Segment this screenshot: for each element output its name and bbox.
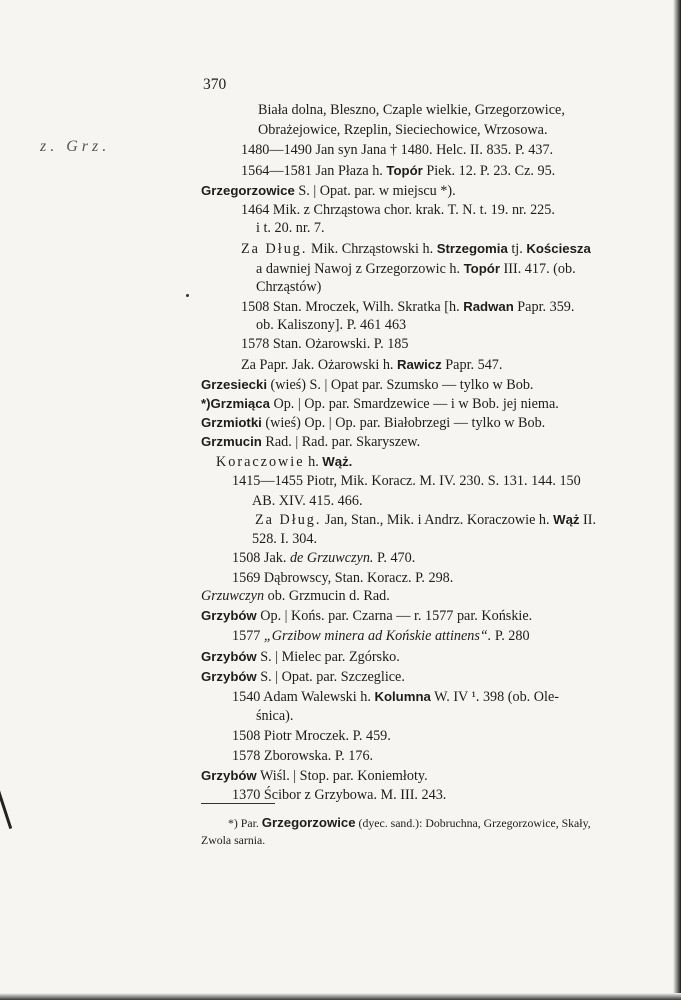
- spaced-term: Za Dług.: [241, 241, 308, 257]
- entry-line: [232, 687, 559, 707]
- scan-edge-right: [673, 0, 681, 1000]
- entry-line: [256, 259, 576, 279]
- spaced-term: Za Dług.: [255, 512, 322, 528]
- bold-term: Wąż.: [322, 454, 353, 469]
- bold-term: Rawicz: [397, 357, 442, 372]
- text-run: Op. | Op. par. Smardzewice — i w Bob. jej niema.: [269, 396, 559, 412]
- text-run: P. 280: [491, 628, 530, 644]
- bold-term: Radwan: [463, 299, 514, 314]
- entry-line: [241, 297, 574, 317]
- bold-term: Grzesiecki: [201, 377, 267, 392]
- entry-line: [241, 141, 553, 160]
- bold-term: Kolumna: [374, 689, 431, 704]
- entry-line: [232, 627, 530, 646]
- bold-term: Grzmiotki: [201, 415, 262, 430]
- text-run: Rad. | Rad. par. Skaryszew.: [261, 434, 421, 450]
- bold-term: Topór: [386, 163, 423, 178]
- bold-term: Grzybów: [201, 768, 257, 783]
- text-run: 1578 Zborowska. P. 176.: [232, 748, 374, 764]
- text-run: 528. I. 304.: [252, 531, 318, 547]
- text-run: 1508 Jak.: [232, 550, 290, 566]
- entry-line: [256, 219, 325, 238]
- entry-line: [232, 569, 453, 588]
- entry-line: [241, 335, 409, 354]
- entry-line: [241, 201, 555, 220]
- text-run: W. IV ¹. 398 (ob. Ole-: [430, 689, 559, 705]
- entry-line: [258, 101, 565, 120]
- text-run: 1564—1581 Jan Płaza h.: [241, 163, 387, 179]
- bold-term: Topór: [463, 261, 500, 276]
- text-run: i t. 20. nr. 7.: [256, 220, 325, 236]
- entry-line: [201, 606, 532, 626]
- footnote-line: [228, 815, 591, 831]
- spaced-term: Koraczowie: [216, 454, 305, 470]
- text-run: ob. Kaliszony]. P. 461 463: [256, 317, 407, 333]
- scan-edge-bottom: [0, 993, 681, 1000]
- entry-line: [201, 587, 390, 606]
- text-run: S. | Mielec par. Zgórsko.: [256, 649, 400, 665]
- text-run: *) Par.: [228, 816, 262, 830]
- text-run: III. 417. (ob.: [499, 261, 576, 277]
- text-run: Zwola sarnia.: [201, 833, 266, 847]
- entry-line: [232, 472, 581, 491]
- ink-dot: [186, 294, 189, 297]
- entry-line: [256, 707, 293, 726]
- bold-term: Grzybów: [201, 649, 257, 664]
- bold-term: Wąż: [553, 512, 580, 527]
- footnote-rule: [201, 803, 275, 804]
- footnote-line: [201, 832, 265, 848]
- text-run: (wieś) Op. | Op. par. Białobrzegi — tylko w Bob.: [261, 415, 546, 431]
- text-run: Jan, Stan., Mik. i Andrz. Koraczowie h.: [321, 512, 554, 528]
- entry-line: [241, 239, 591, 259]
- italic-term: Grzuwczyn: [201, 588, 265, 604]
- entry-line: [216, 452, 352, 472]
- text-run: AB. XIV. 415. 466.: [252, 493, 363, 509]
- text-run: h.: [304, 454, 323, 470]
- text-run: śnica).: [256, 708, 294, 724]
- bold-term: Grzybów: [201, 669, 257, 684]
- text-run: (wieś) S. | Opat par. Szumsko — tylko w Bob.: [266, 377, 534, 393]
- entry-line: [201, 375, 533, 395]
- text-run: Chrząstów): [256, 279, 322, 295]
- text-run: Papr. 547.: [441, 357, 503, 373]
- text-run: Mik. Chrząstowski h.: [307, 241, 437, 257]
- entry-line: [201, 413, 545, 433]
- text-run: (dyec. sand.): Dobruchna, Grzegorzowice, Skały,: [355, 816, 591, 830]
- entry-line: [201, 667, 405, 687]
- text-run: Za Papr. Jak. Ożarowski h.: [241, 357, 398, 373]
- text-run: S. | Opat. par. Szczeglice.: [256, 669, 405, 685]
- text-run: 1370 Ścibor z Grzybowa. M. III. 243.: [232, 787, 447, 803]
- text-run: II.: [579, 512, 597, 528]
- bold-term: Grzegorzowice: [261, 815, 356, 830]
- text-run: 1540 Adam Walewski h.: [232, 689, 375, 705]
- margin-handwriting: z. Grz.: [40, 138, 111, 155]
- bold-term: Kościesza: [526, 241, 591, 256]
- text-run: Op. | Końs. par. Czarna — r. 1577 par. Końskie.: [256, 608, 533, 624]
- text-run: P. 470.: [373, 550, 416, 566]
- text-run: Wiśl. | Stop. par. Koniemłoty.: [256, 768, 428, 784]
- entry-line: [232, 549, 415, 568]
- entry-line: [255, 510, 596, 530]
- text-run: 1480—1490 Jan syn Jana † 1480. Helc. II. 835. P. 437.: [241, 142, 554, 158]
- bold-term: Strzegomia: [436, 241, 508, 256]
- text-run: 1415—1455 Piotr, Mik. Koracz. M. IV. 230. S. 131. 144. 150: [232, 473, 581, 489]
- text-run: S. | Opat. par. w miejscu *).: [294, 183, 456, 199]
- entry-line: [201, 766, 428, 786]
- entry-line: [232, 747, 373, 766]
- page-number: 370: [203, 76, 227, 93]
- text-run: ob. Grzmucin d. Rad.: [264, 588, 390, 604]
- text-run: 1464 Mik. z Chrząstowa chor. krak. T. N. t. 19. nr. 225.: [241, 202, 555, 218]
- scan-edge-mark: [0, 771, 12, 829]
- text-run: 1569 Dąbrowscy, Stan. Koracz. P. 298.: [232, 570, 454, 586]
- text-run: Piek. 12. P. 23. Cz. 95.: [422, 163, 556, 179]
- text-run: 1578 Stan. Ożarowski. P. 185: [241, 336, 409, 352]
- text-run: 1577: [232, 628, 264, 644]
- entry-line: [252, 492, 363, 511]
- entry-line: [201, 181, 456, 201]
- entry-line: [201, 647, 400, 667]
- bold-term: Grzmucin: [201, 434, 262, 449]
- entry-line: [256, 316, 406, 335]
- italic-term: „Grzibow minera ad Końskie attinens“.: [263, 628, 492, 644]
- bold-term: *)Grzmiąca: [201, 396, 270, 411]
- text-run: tj.: [507, 241, 527, 257]
- bold-term: Grzybów: [201, 608, 257, 623]
- entry-line: [201, 394, 559, 414]
- entry-line: [241, 355, 502, 375]
- entry-line: [256, 278, 321, 297]
- italic-term: de Grzuwczyn.: [289, 550, 374, 566]
- text-run: Papr. 359.: [513, 299, 575, 315]
- text-run: Biała dolna, Bleszno, Czaple wielkie, Grzegorzowice,: [258, 102, 565, 118]
- text-run: Obrażejowice, Rzeplin, Sieciechowice, Wrzosowa.: [258, 122, 548, 138]
- entry-line: [252, 530, 317, 549]
- entry-line: [241, 161, 555, 181]
- entry-line: [258, 121, 548, 140]
- text-run: 1508 Piotr Mroczek. P. 459.: [232, 728, 391, 744]
- text-run: a dawniej Nawoj z Grzegorzowic h.: [256, 261, 464, 277]
- bold-term: Grzegorzowice: [201, 183, 295, 198]
- entry-line: [201, 432, 420, 452]
- entry-line: [232, 727, 391, 746]
- text-run: 1508 Stan. Mroczek, Wilh. Skratka [h.: [241, 299, 464, 315]
